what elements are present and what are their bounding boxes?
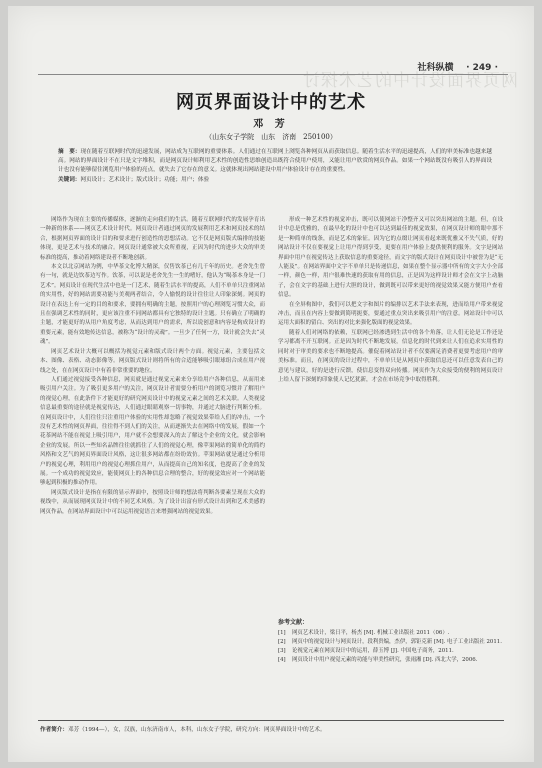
reference-item bbox=[278, 647, 506, 656]
running-head-section: 社科纵横 bbox=[417, 63, 454, 73]
body-paragraph: 在全屏构图中，我们可以把文字和图片的编排以艺术手法来表现，进而给用户带来视觉冲击，而且在内容上要做到简明扼要，要通过重点突出来吸引用户的注意。网站设计中可以运用大面积的留白、突出的对比来强化版面的视觉效果。 bbox=[278, 301, 503, 327]
reference-text: 网页艺术设计，梁日平，杨杰 [M]. 机械工业出版社 2011（06）. bbox=[292, 630, 450, 636]
body-column-right bbox=[278, 216, 503, 611]
abstract-text: 现在随着互联网时代的迅速发展，网站成为互联网的重要体系。人们通过在互联网上浏览各种网页从而获取信息。随着生活水平的迅速提高，人们的审美标准也越来越高。网站的界面设计不在只是文字堆积，而是网页设计师利用艺术性的创造性思维创造出既符合使用户使用，又能让用户欣赏的网页作品。如果一个网站既没有吸引人的界面设计也没有能够留住浏览用户体验的亮点，就失去了它存在的意义。这就体现出网站建设中用户体验设计存在的重要性。 bbox=[58, 149, 492, 173]
reference-number: [4] bbox=[278, 657, 286, 663]
author-affiliation: （山东女子学院 山东 济南 250100） bbox=[205, 133, 337, 141]
keywords-label: 关键词： bbox=[58, 177, 81, 183]
author-name: 邓 芳 bbox=[253, 119, 289, 130]
author-note-label: 作者简介： bbox=[40, 727, 68, 733]
body-paragraph: 人们通过视觉接受各种信息，网页就是通过视觉元素来分享给用户各种信息，从而用来吸引用户关注。为了吸引更多用户的关注，网页设计者需要分析用户的浏览习惯并了解用户的视觉心理，在此条件下才能更好的研究网页设计中的视觉元素之间的艺术关联。人类视觉信息最重要的途径就是视觉传达，人们通过眼睛观察一切事物，并通过大脑进行判断分析。在网页设计中，人们往往只注重用户体验的实用性却忽略了视觉效果带给人们的冲击，一个没有艺术性的网页界面，往往得不到人们的关注，从而逐渐失去在网络中的发展，假如一个花茶网站不能在视觉上吸引用户，用户就不会想要深入的去了解这个企业的文化，就会影响企业的发展。所以一些知名品牌往往就抓住了人们的视觉心理，像苹果网站的简单化的简约风格和文艺气的网页界面设计风格，这让很多网站都在纷纷效仿。苹果网站就是通过分析用户的视觉心理，利用用户的视觉心理抓住用户，从而提高自己的知名度，也提高了企业的发展。一个成功的视觉效应，能使网页上的各种信息合理的整合，好的视觉效应对一个网站能够起到积极的推动作用。 bbox=[40, 376, 265, 487]
reference-number: [2] bbox=[278, 639, 286, 645]
reference-number: [1] bbox=[278, 630, 286, 636]
mirror-bleed-through-text: 网页界面设计中的艺术探讨 bbox=[302, 71, 518, 91]
running-head bbox=[308, 60, 498, 73]
references-section bbox=[278, 618, 506, 665]
reference-item bbox=[278, 656, 506, 665]
author-note-text: 邓芳（1994—），女，汉族，山东济南市人，本科，山东女子学院，研究方向：网页界面设计中的艺术。 bbox=[67, 727, 326, 733]
author-note bbox=[40, 725, 504, 733]
body-paragraph: 本文以北京网站为例，中华茶文化博大精深，仅售饮茶已有几千年的历史。老舍先生曾有一句，就是边饮茶边写作。饮茶，可以说是老舍先生一生的嗜好，他认为“喝茶本身是一门艺术”。网页设计在现代生活中也是一门艺术，随着生活水平的提高，人们不单单只注重网站的实用性，好的网站需要功能与美观两者结合，令人愉悦的设计往往让人印象深刻。网页的设计在表达上有一定的目的和要求，要拥有明确的主题，按照用户的心理浏览习惯大众，而且在强调艺术性的同时，更应该注重不同网站都具有它独特的设计主题。只有确立了明确的主题，才能更好的从用户角度考虑，从而达到用户的需求，所以说创意和内容是构成设计的重要元素，能有效地传达信息，被称为“设计的灵魂”。一旦少了任何一方，设计就会失去“灵魂”。 bbox=[40, 264, 265, 346]
abstract-label: 摘 要： bbox=[58, 149, 81, 155]
reference-item bbox=[278, 638, 506, 647]
abstract-block bbox=[58, 148, 492, 185]
header-rule bbox=[38, 74, 508, 75]
body-paragraph: 形成一种艺术性的视觉冲击，既可以使网站干净整齐又可以突出网站的主题。但，在设计中总是优雅的，在最早化的设计中也可以达到最佳的视觉效果，在网页设计师的眼中那不是一种简单的线条，而是艺术的象征。因为它的点缀让网页看起来既优雅又不失气质，好的网站设计不仅在要视觉上让用户得到享受，更要在用户体验上提供便利的服务。文字是网站界面中用户在视觉传达上获取信息的重要途径，而文字的版式设计在网页设计中被誉为是“无人能及”。在网站界面中文字不单单只是传递信息，如果在整个显示器中所有的文字大小全部一样，颜色一样，用户很难快速的获取有用的信息，正是因为这样设计师才会在文字上动脑子，会在文字的基础上进行大胆的设计，做到既可以带来更好的视觉效果又能方便用户查看信息。 bbox=[278, 217, 503, 299]
page-number: · 249 · bbox=[466, 63, 498, 73]
reference-text: 网页设计中用户视觉元素的功能与审美性研究，张雨湘 [D]. 西北大学，2006. bbox=[292, 657, 478, 663]
body-paragraph: 随着人们对网络的依赖，互联网已经渗透到生活中的各个角落，让人们无论是工作还是学习都离不开互联网。正是因为时代不断地发展，信息化的时代到来让人们在追求实用性的同时对于审美的要求也不断地提高。催促着网站设计者不仅要满足消费者更要考虑用户的审美标准。而且，在网页的设计过程中，不单单只是从网页中获取信息还可以任意发表自己的意见与建议，好的是进行反馈，使信息变得双向传播。网页作为大众接受的便利的网页设计上给人留下深刻的印象使人记忆犹新，才会在市场竞争中取得胜利。 bbox=[278, 329, 503, 383]
footer-rule bbox=[38, 720, 504, 721]
article-title: 网页界面设计中的艺术 bbox=[176, 92, 366, 113]
reference-text: 论视觉元素在网页设计中的运用，薛玉博 [J]. 中国电子商务，2011. bbox=[292, 648, 454, 654]
journal-page bbox=[8, 6, 534, 762]
body-paragraph: 网络作为现在主要的传播媒体，逐渐的走向我们的生活。随着互联网时代的发展孕育出一种新的体系——网页艺术设计时代。网页设计者通过网页的发展利用艺术和网页技术的结合，根据网页界面的设计目的和要求进行创造性的思想活动。它不仅是网页版式编排的技能体现，更是艺术与技术的融合。网页设计通常被大众所重视，正因为时代的进步大众的审美标准的提高，推动着网络建设者不断地创新。 bbox=[40, 217, 265, 261]
body-paragraph: 网页艺术设计大概可以概括为视觉元素和版式设计两个方面。视觉元素，主要包括文本、图像、表格、动态影像等。网页版式设计则将所有的合适能够吸引眼球组合成在用户视线之处，在在网页设计中有着非常重要的地位。 bbox=[40, 348, 265, 374]
body-column-left bbox=[40, 216, 265, 646]
reference-text: 网页中的视觉设计与网页设计，段利贵编，杰伊，郭钜克新 [M]. 电子工业出版社 2011. bbox=[292, 639, 502, 645]
reference-number: [3] bbox=[278, 648, 286, 654]
body-paragraph: 网页版式设计是指在有限的显示界面中，按照设计师的想法将判断各要素呈现在大众的视线中，从而展现网页设计中的不同艺术风格。为了设计出富有形式设计出到和艺术美感的网页作品，在网站界面设计中可以运用视觉语言来增强网站的视觉效果。 bbox=[40, 489, 265, 515]
keywords-text: 网页设计；艺术设计；版式设计；功能；用户；体验 bbox=[80, 177, 210, 183]
references-title: 参考文献： bbox=[278, 619, 309, 626]
reference-item bbox=[278, 629, 506, 638]
